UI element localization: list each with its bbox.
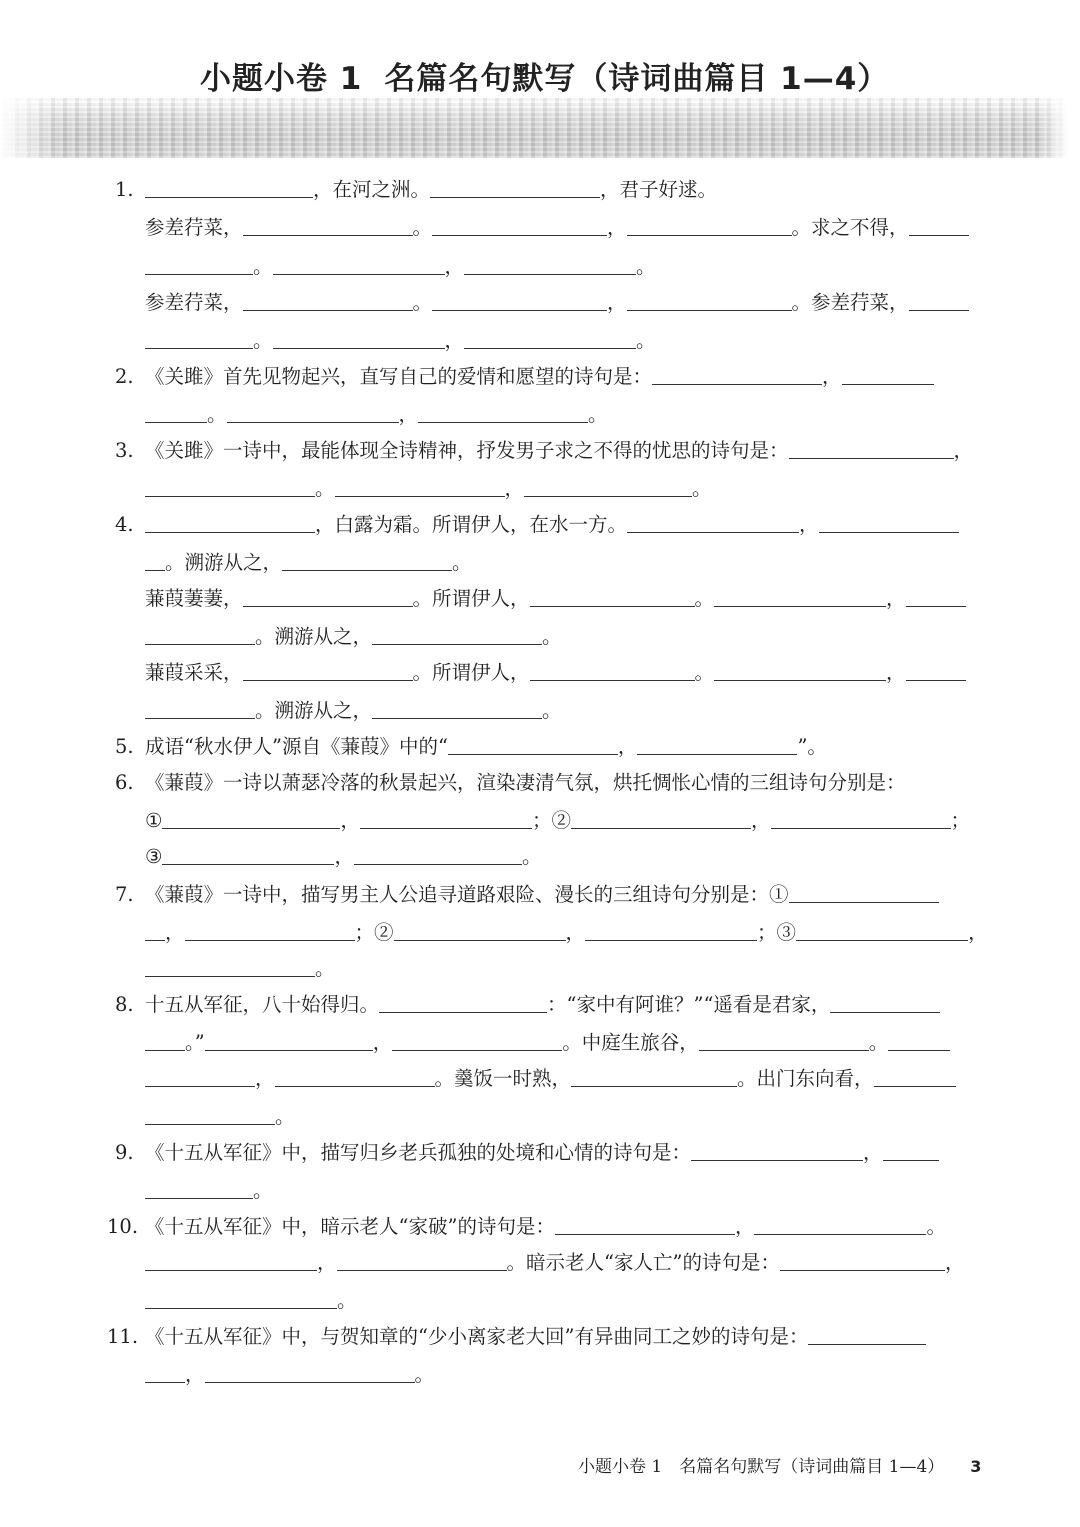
answer-blank[interactable]	[714, 584, 886, 607]
answer-blank[interactable]	[796, 918, 968, 941]
answer-blank[interactable]	[530, 658, 695, 681]
question-8-line-4: 。	[145, 1102, 295, 1132]
answer-blank[interactable]	[243, 658, 413, 681]
answer-blank[interactable]	[145, 1102, 275, 1125]
question-4-line-6: 。溯游从之， 。	[145, 696, 562, 726]
answer-blank[interactable]	[145, 1286, 337, 1309]
answer-blank[interactable]	[808, 1322, 926, 1345]
question-9-line-2: 。	[145, 1176, 273, 1206]
question-2-line-1: 2. 《关雎》首先见物起兴，直写自己的爱情和愿望的诗句是： ，	[115, 362, 934, 392]
answer-blank[interactable]	[652, 362, 822, 385]
answer-blank[interactable]	[354, 842, 522, 865]
question-4-line-3: 蒹葭萋萋， 。所谓伊人， 。 ，	[145, 584, 966, 614]
answer-blank[interactable]	[145, 1248, 317, 1271]
question-10-line-3: 。	[145, 1286, 357, 1316]
answer-blank[interactable]	[275, 1064, 435, 1087]
question-3-line-1: 3. 《关雎》一诗中，最能体现全诗精神，抒发男子求之不得的忧思的诗句是： ，	[115, 436, 973, 466]
answer-blank[interactable]	[335, 474, 505, 497]
question-5-line-1: 5. 成语“秋水伊人”源自《蒹葭》中的“ ， ”。	[115, 732, 827, 762]
answer-blank[interactable]	[145, 510, 315, 533]
answer-blank[interactable]	[771, 806, 951, 829]
answer-blank[interactable]	[205, 1360, 415, 1383]
answer-blank[interactable]	[162, 806, 340, 829]
answer-blank[interactable]	[699, 1028, 869, 1051]
question-10-line-2: ， 。暗示老人“家人亡”的诗句是： ，	[145, 1248, 964, 1278]
answer-blank[interactable]	[379, 990, 547, 1013]
answer-blank[interactable]	[830, 990, 940, 1013]
question-11-line-1: 11. 《十五从军征》中，与贺知章的“少小离家老大回”有异曲同工之妙的诗句是：	[107, 1322, 926, 1352]
question-4-line-2: 。溯游从之， 。	[145, 548, 472, 578]
answer-blank[interactable]	[691, 1138, 863, 1161]
answer-blank[interactable]	[571, 806, 751, 829]
answer-blank[interactable]	[627, 213, 792, 236]
answer-blank[interactable]	[145, 696, 255, 719]
question-4-line-5: 蒹葭采采， 。所谓伊人， 。 ，	[145, 658, 966, 688]
answer-blank[interactable]	[571, 1064, 737, 1087]
question-4-line-4: 。溯游从之， 。	[145, 622, 562, 652]
answer-blank[interactable]	[273, 252, 445, 275]
answer-blank[interactable]	[205, 1028, 373, 1051]
question-9-line-1: 9. 《十五从军征》中，描写归乡老兵孤独的处境和心情的诗句是： ，	[115, 1138, 939, 1168]
answer-blank[interactable]	[145, 474, 315, 497]
question-6-line-3: ③ ， 。	[145, 842, 542, 872]
answer-blank[interactable]	[145, 954, 315, 977]
answer-blank[interactable]	[906, 584, 966, 607]
answer-blank[interactable]	[842, 362, 934, 385]
answer-blank[interactable]	[243, 288, 413, 311]
question-10-line-1: 10. 《十五从军征》中，暗示老人“家破”的诗句是： ， 。	[107, 1212, 946, 1242]
answer-blank[interactable]	[780, 1248, 945, 1271]
answer-blank[interactable]	[874, 1064, 956, 1087]
answer-blank[interactable]	[819, 510, 959, 533]
answer-blank[interactable]	[185, 918, 355, 941]
question-7-line-3: 。	[145, 954, 335, 984]
footer-title: 小题小卷 1 名篇名句默写（诗词曲篇目 1—4）	[578, 1457, 945, 1477]
page-number: 3	[970, 1457, 982, 1476]
answer-blank[interactable]	[430, 175, 600, 198]
answer-blank[interactable]	[789, 436, 954, 459]
answer-blank[interactable]	[282, 548, 452, 571]
answer-blank[interactable]	[888, 1028, 950, 1051]
question-number: 1.	[115, 178, 134, 201]
question-8-line-1: 8. 十五从军征，八十始得归。 ：“家中有阿谁？”“遥看是君家，	[115, 990, 940, 1020]
answer-blank[interactable]	[909, 213, 969, 236]
question-8-line-2: 。” ， 。中庭生旅谷， 。	[145, 1028, 950, 1058]
question-4-line-1: 4. ，白露为霜。所谓伊人，在水一方。 ，	[115, 510, 959, 540]
question-1-line-1: 1. ，在河之洲。 ，君子好逑。	[115, 175, 717, 205]
answer-blank[interactable]	[432, 213, 607, 236]
answer-blank[interactable]	[627, 288, 792, 311]
answer-blank[interactable]	[337, 1248, 507, 1271]
answer-blank[interactable]	[555, 1212, 735, 1235]
answer-blank[interactable]	[789, 880, 939, 903]
question-1-line-3: 。 ， 。	[145, 252, 656, 282]
answer-blank[interactable]	[145, 548, 165, 571]
answer-blank[interactable]	[464, 326, 636, 349]
answer-blank[interactable]	[464, 252, 636, 275]
answer-blank[interactable]	[524, 474, 692, 497]
question-7-line-1: 7. 《蒹葭》一诗中，描写男主人公追寻道路艰险、漫长的三组诗句分别是：①	[115, 880, 939, 910]
page-footer	[578, 1452, 981, 1482]
answer-blank[interactable]	[372, 696, 542, 719]
answer-blank[interactable]	[883, 1138, 939, 1161]
answer-blank[interactable]	[145, 400, 207, 423]
answer-blank[interactable]	[145, 326, 253, 349]
answer-blank[interactable]	[243, 213, 413, 236]
answer-blank[interactable]	[627, 510, 799, 533]
answer-blank[interactable]	[145, 252, 253, 275]
answer-blank[interactable]	[637, 732, 797, 755]
answer-blank[interactable]	[145, 175, 313, 198]
answer-blank[interactable]	[162, 842, 334, 865]
answer-blank[interactable]	[909, 288, 969, 311]
answer-blank[interactable]	[145, 1064, 255, 1087]
answer-blank[interactable]	[145, 1028, 185, 1051]
answer-blank[interactable]	[145, 918, 165, 941]
answer-blank[interactable]	[530, 584, 695, 607]
answer-blank[interactable]	[585, 918, 757, 941]
answer-blank[interactable]	[243, 584, 413, 607]
answer-blank[interactable]	[372, 622, 542, 645]
question-3-line-2: 。 ， 。	[145, 474, 712, 504]
answer-blank[interactable]	[145, 1360, 185, 1383]
answer-blank[interactable]	[227, 400, 399, 423]
answer-blank[interactable]	[754, 1212, 926, 1235]
title-main: 小题小卷 1	[200, 61, 363, 97]
question-1-line-4: 参差荇菜， 。 ， 。参差荇菜，	[145, 288, 969, 318]
answer-blank[interactable]	[394, 918, 566, 941]
answer-blank[interactable]	[145, 622, 255, 645]
question-1-line-2: 参差荇菜， 。 ， 。求之不得，	[145, 213, 969, 243]
answer-blank[interactable]	[273, 326, 445, 349]
answer-blank[interactable]	[432, 288, 607, 311]
answer-blank[interactable]	[418, 400, 588, 423]
answer-blank[interactable]	[906, 658, 966, 681]
question-7-line-2: ， ；② ， ；③ ，	[145, 918, 988, 948]
question-11-line-2: ， 。	[145, 1360, 434, 1390]
question-8-line-3: ， 。羹饭一时熟， 。出门东向看，	[145, 1064, 956, 1094]
answer-blank[interactable]	[714, 658, 886, 681]
answer-blank[interactable]	[145, 1176, 253, 1199]
title-sub: 名篇名句默写（诗词曲篇目 1—4）	[384, 61, 890, 97]
answer-blank[interactable]	[392, 1028, 562, 1051]
question-1-line-5: 。 ， 。	[145, 326, 656, 356]
question-6-line-1: 6. 《蒹葭》一诗以萧瑟冷落的秋景起兴，渲染凄清气氛，烘托惆怅心情的三组诗句分别是：	[115, 771, 906, 794]
question-2-line-2: 。 ， 。	[145, 400, 608, 430]
answer-blank[interactable]	[360, 806, 532, 829]
question-6-line-2: ① ， ；② ， ；	[145, 806, 970, 836]
answer-blank[interactable]	[448, 732, 618, 755]
